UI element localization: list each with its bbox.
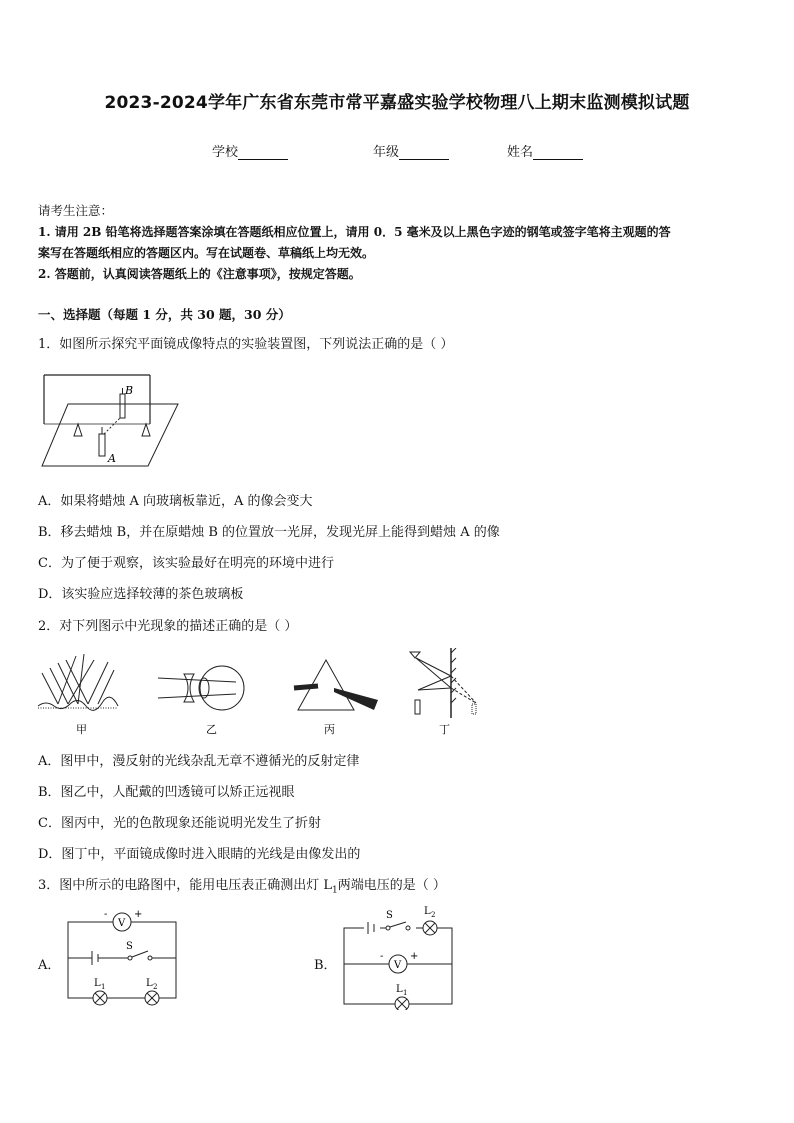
grade-field[interactable] [373,141,449,160]
grade-label: 年级 [373,145,400,160]
voltmeter-b-label: V [394,960,402,971]
q1-option-b[interactable]: B．移去蜡烛 B，并在原蜡烛 B 的位置放一光屏，发现光屏上能得到蜡烛 A 的像 [38,525,500,540]
voltmeter-a-label: V [118,918,126,929]
fig-yi-label: 乙 [206,723,217,736]
q1-option-d[interactable]: D．该实验应选择较薄的茶色玻璃板 [38,587,244,602]
name-field[interactable] [507,141,583,160]
switch-b-label: S [386,910,393,921]
q2-figures [36,648,486,740]
fig-bing-prism [294,660,378,710]
page-title: 2023-2024学年广东省东莞市常平嘉盛实验学校物理八上期末监测模拟试题 [104,93,690,113]
svg-text:2: 2 [431,911,436,919]
svg-text:-: - [104,909,108,920]
section-heading: 一、选择题（每题 1 分，共 30 题，30 分） [38,307,291,322]
q2-option-c[interactable]: C．图丙中，光的色散现象还能说明光发生了折射 [38,816,321,831]
q2-stem: 2．对下列图示中光现象的描述正确的是（ ） [38,619,298,634]
candle-b-label: B [125,384,134,397]
q3-option-a-label[interactable]: A． [38,958,61,973]
q1-mirror-figure [38,372,183,470]
q1-stem: 1．如图所示探究平面镜成像特点的实验装置图，下列说法正确的是（ ） [38,337,454,352]
grade-blank[interactable] [399,145,449,160]
fig-bing-label: 丙 [324,723,335,736]
fig-ding-label: 丁 [439,723,450,736]
name-label: 姓名 [507,145,534,160]
svg-text:1: 1 [403,989,408,997]
q3-option-b-label[interactable]: B． [314,958,337,973]
q2-option-a[interactable]: A．图甲中，漫反射的光线杂乱无章不遵循光的反射定律 [38,754,360,769]
q1-option-a[interactable]: A．如果将蜡烛 A 向玻璃板靠近，A 的像会变大 [38,494,313,509]
svg-text:-: - [380,951,384,962]
notice-heading: 请考生注意： [38,203,114,218]
q1-option-c[interactable]: C．为了便于观察，该实验最好在明亮的环境中进行 [38,556,334,571]
svg-text:1: 1 [101,983,106,991]
svg-text:L: L [424,906,431,917]
q2-option-b[interactable]: B．图乙中，人配戴的凹透镜可以矫正远视眼 [38,785,295,800]
svg-text:L: L [396,984,403,995]
q3-circuit-b[interactable] [336,900,461,1010]
fig-ding-mirror [410,648,476,718]
fig-jia-diffuse [38,654,118,710]
svg-text:+: + [410,951,419,962]
notice-item-1-cont: 案写在答题纸相应的答题区内。写在试题卷、草稿纸上均无效。 [38,246,375,260]
fig-yi-eye [158,666,244,710]
svg-text:L: L [146,978,153,989]
switch-a-label: S [126,941,133,952]
svg-text:2: 2 [153,983,158,991]
svg-text:+: + [134,909,143,920]
school-label: 学校 [212,145,239,160]
svg-text:L: L [94,978,101,989]
name-blank[interactable] [533,145,583,160]
q2-option-d[interactable]: D．图丁中，平面镜成像时进入眼睛的光线是由像发出的 [38,847,361,862]
school-blank[interactable] [238,145,288,160]
candle-a-label: A [108,452,116,465]
fig-jia-label: 甲 [76,723,87,736]
q3-circuit-a[interactable] [60,905,185,1013]
notice-item-2: 2. 答题前，认真阅读答题纸上的《注意事项》，按规定答题。 [38,267,361,281]
q3-stem: 3．图中所示的电路图中，能用电压表正确测出灯 $L_1$两端电压的是（ ） [38,878,446,896]
notice-item-1: 1. 请用 2B 铅笔将选择题答案涂填在答题纸相应位置上，请用 0．5 毫米及以上黑色字迹的钢笔或签字笔将主观题的答 [38,225,671,239]
school-field[interactable] [212,141,288,160]
